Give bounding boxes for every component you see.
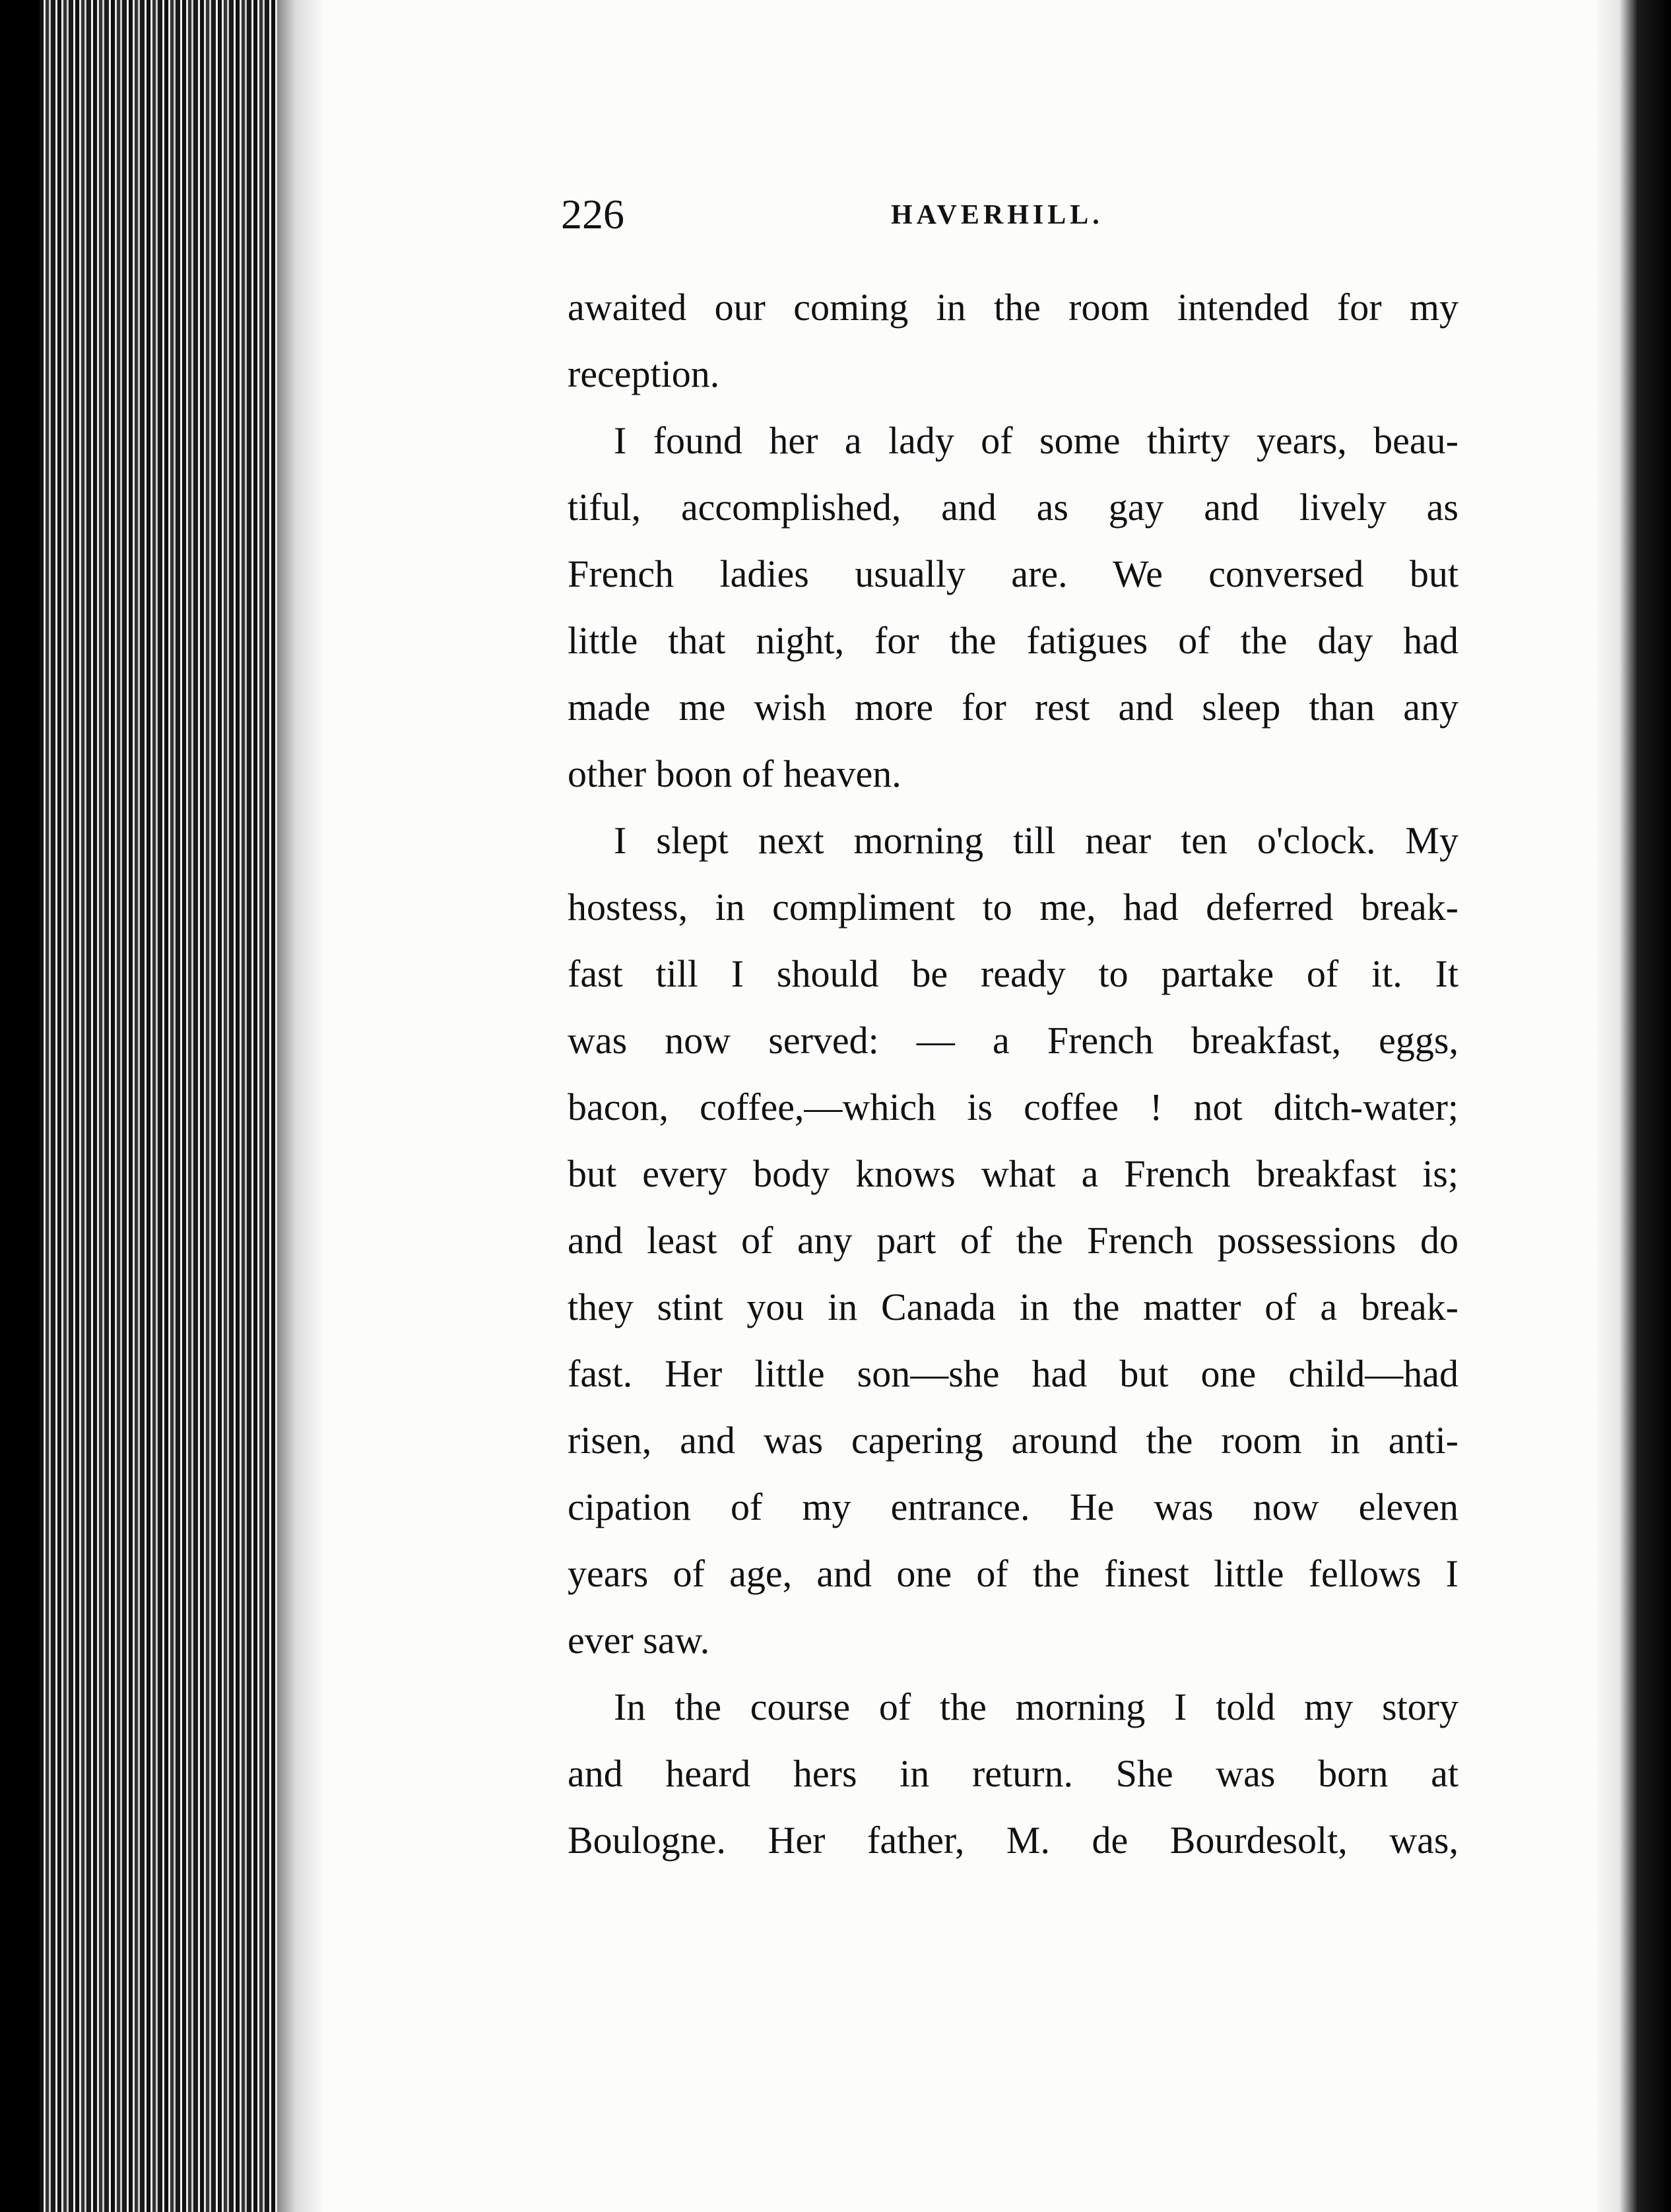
text-line: other boon of heaven. [568, 752, 901, 795]
running-head [561, 188, 1465, 241]
text-line: awaited our coming in the room intended for my [568, 286, 1458, 329]
text-line: years of age, and one of the finest little fellows I [568, 1552, 1458, 1595]
page-number: 226 [561, 191, 624, 238]
page-edges [40, 0, 323, 2212]
text-line: little that night, for the fatigues of the day had [568, 619, 1458, 662]
text-line: and heard hers in return. She was born at [568, 1752, 1458, 1795]
gutter-shadow [1597, 0, 1671, 2212]
text-line: cipation of my entrance. He was now eleven [568, 1485, 1458, 1528]
text-line: reception. [568, 352, 720, 395]
text-line: I slept next morning till near ten o'clock. My [614, 819, 1458, 862]
text-line: but every body knows what a French breakfast is; [568, 1152, 1458, 1195]
text-line: risen, and was capering around the room in anti- [568, 1419, 1458, 1462]
text-line: ever saw. [568, 1619, 710, 1662]
text-line: fast. Her little son—she had but one child—had [568, 1352, 1458, 1395]
text-line: hostess, in compliment to me, had deferred break- [568, 886, 1458, 928]
text-line: and least of any part of the French possessions do [568, 1219, 1458, 1262]
text-line: Boulogne. Her father, M. de Bourdesolt, was, [568, 1819, 1458, 1862]
text-line: bacon, coffee,—which is coffee ! not ditch-water; [568, 1086, 1458, 1128]
text-line: was now served: — a French breakfast, eggs, [568, 1019, 1458, 1062]
text-line: tiful, accomplished, and as gay and lively as [568, 486, 1458, 529]
text-line: fast till I should be ready to partake of it. It [568, 952, 1458, 995]
text-line: I found her a lady of some thirty years, beau- [614, 419, 1458, 462]
text-line: In the course of the morning I told my story [614, 1685, 1458, 1728]
body-text [568, 274, 1458, 1873]
text-line: made me wish more for rest and sleep than any [568, 686, 1458, 729]
text-line: French ladies usually are. We conversed but [568, 552, 1458, 595]
text-line: they stint you in Canada in the matter of a break- [568, 1285, 1458, 1328]
running-title: HAVERHILL. [891, 200, 1103, 230]
